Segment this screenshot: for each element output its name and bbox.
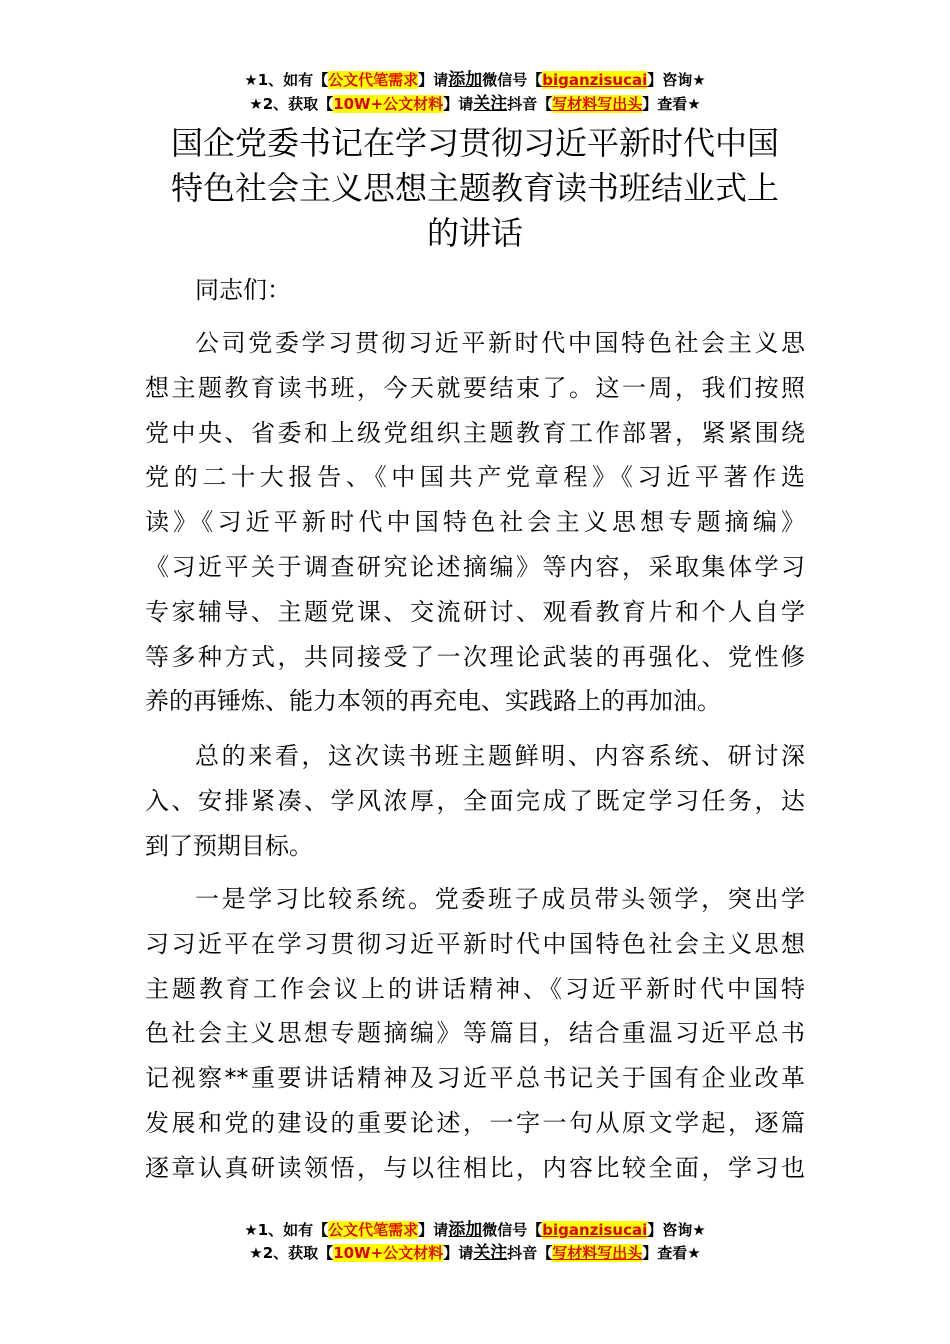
text-line: 逐章认真研读领悟，与以往相比，内容比较全面，学习也 [145, 1153, 805, 1182]
text-line: 发展和党的建设的重要论述，一字一句从原文学起，逐篇 [145, 1109, 805, 1137]
wechat-id-link[interactable]: biganzisucai [542, 1221, 648, 1239]
promo-highlight: 10W+公文材料 [333, 95, 444, 113]
wechat-id-link[interactable]: biganzisucai [542, 71, 648, 89]
footer-promo-line-1: ★1、如有【公文代笔需求】请添加微信号【biganzisucai】咨询★ [244, 1220, 706, 1240]
text-line: 想主题教育读书班，今天就要结束了。这一周，我们按照 [145, 373, 805, 402]
text-line: 一是学习比较系统。党委班子成员带头领学，突出学 [195, 885, 805, 913]
promo-line-1: ★1、如有【公文代笔需求】请添加微信号【biganzisucai】咨询★ [244, 70, 706, 90]
text-line: 主题教育工作会议上的讲话精神、《习近平新时代中国特 [145, 974, 805, 1003]
text-line: 入、安排紧凑、学风浓厚，全面完成了既定学习任务，达 [145, 786, 805, 815]
text-line: 专家辅导、主题党课、交流研讨、观看教育片和个人自学 [145, 597, 805, 626]
douyin-account-link[interactable]: 写材料写出头 [552, 1244, 643, 1262]
promo-highlight: 公文代笔需求 [328, 71, 419, 89]
text-line: 养的再锤炼、能力本领的再充电、实践路上的再加油。 [145, 687, 721, 716]
text-line: 《习近平关于调查研究论述摘编》等内容，采取集体学习 [145, 553, 805, 581]
text-line: 色社会主义思想专题摘编》等篇目，结合重温习近平总书 [145, 1019, 805, 1048]
douyin-account-link[interactable]: 写材料写出头 [552, 95, 643, 113]
promo-line-2: ★2、获取【10W+公文材料】请关注抖音【写材料写出头】查看★ [249, 94, 701, 114]
footer-promo-line-2: ★2、获取【10W+公文材料】请关注抖音【写材料写出头】查看★ [249, 1243, 701, 1263]
text-line: 总的来看，这次读书班主题鲜明、内容系统、研讨深 [195, 742, 805, 770]
text-line: 到了预期目标。 [145, 831, 313, 860]
text-line: 同志们： [195, 276, 291, 304]
text-line: 等多种方式，共同接受了一次理论武装的再强化、党性修 [145, 642, 805, 671]
text-line: 记视察**重要讲话精神及习近平总书记关于国有企业改革 [145, 1064, 805, 1093]
document-title: 国企党委书记在学习贯彻习近平新时代中国 特色社会主义思想主题教育读书班结业式上 的讲话 [170, 124, 779, 252]
text-line: 党中央、省委和上级党组织主题教育工作部署，紧紧围绕 [145, 418, 805, 447]
text-line: 习习近平在学习贯彻习近平新时代中国特色社会主义思想 [145, 929, 805, 958]
text-line: 公司党委学习贯彻习近平新时代中国特色社会主义思 [195, 329, 805, 357]
text-line: 读》《习近平新时代中国特色社会主义思想专题摘编》 [145, 508, 805, 537]
text-line: 党的二十大报告、《中国共产党章程》《习近平著作选 [145, 463, 805, 492]
